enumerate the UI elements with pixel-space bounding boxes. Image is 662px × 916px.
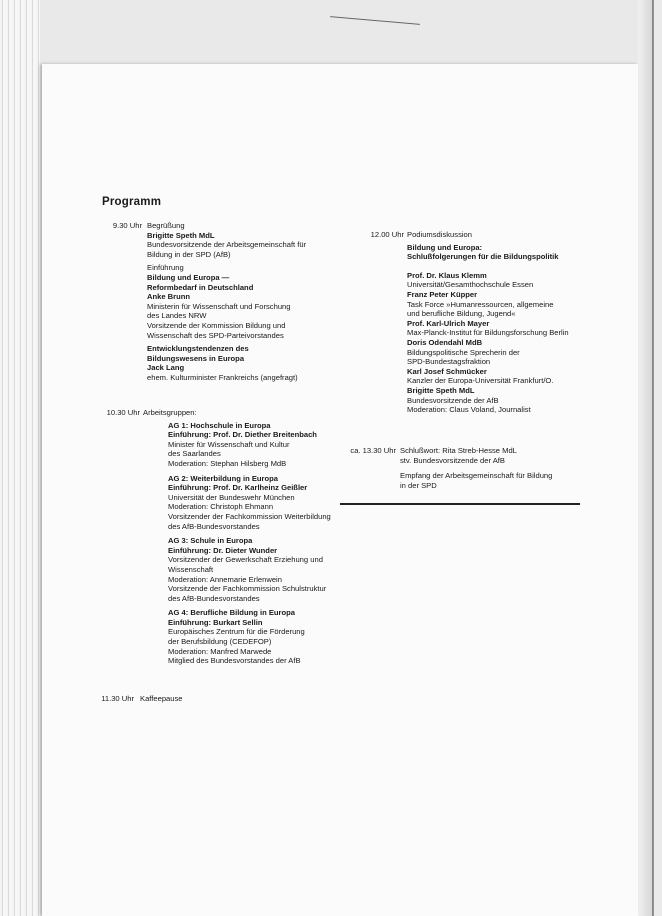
text-line: Wissenschaft [168, 564, 214, 574]
page-title: Programm [102, 196, 162, 208]
topic-title: Reformbedarf in Deutschland [147, 282, 254, 292]
workgroup-ag3 [168, 536, 331, 603]
text-line: Moderation: Manfred Marwede [168, 646, 272, 656]
closing-divider [340, 503, 580, 505]
workgroup-ag4 [168, 608, 331, 666]
text-line: Europäisches Zentrum für die Förderung [168, 627, 305, 637]
speaker-name: Prof. Karl-Ulrich Mayer [407, 318, 490, 328]
workgroup-ag1 [168, 421, 331, 469]
text-line: SPD-Bundestagsfraktion [407, 357, 491, 367]
block-opening [147, 221, 306, 383]
text-line: Max-Planck-Institut für Bildungsforschung Berlin [407, 328, 569, 338]
speaker-name: Franz Peter Küpper [407, 289, 478, 299]
text-line: Wissenschaft des SPD-Parteivorstandes [147, 330, 284, 340]
text-line: Bundesvorsitzende der Arbeitsgemeinschaft für [147, 240, 307, 250]
text-line: Einführung: Prof. Dr. Karlheinz Geißler [168, 483, 308, 493]
speaker-name: Brigitte Speth MdL [407, 385, 475, 395]
topic-title: Schlußfolgerungen für die Bildungspolitik [407, 252, 559, 262]
text-line: Vorsitzender der Gewerkschaft Erziehung und [168, 555, 323, 565]
topic-title: Bildungswesens in Europa [147, 353, 245, 363]
text-line: Bildungspolitische Sprecherin der [407, 347, 520, 357]
speaker-name: Karl Josef Schmücker [407, 366, 487, 376]
text-line: und berufliche Bildung, Jugend« [407, 309, 516, 319]
left-column-workgroups [96, 408, 331, 666]
speaker-name: Brigitte Speth MdL [147, 230, 215, 240]
text-line: Universität der Bundeswehr München [168, 492, 295, 502]
speaker-name: Anke Brunn [147, 292, 191, 302]
text-line: Vorsitzende der Fachkommission Schulstruktur [168, 584, 327, 594]
text-line: Moderation: Claus Voland, Journalist [407, 405, 531, 415]
text-line: Vorsitzende der Kommission Bildung und [147, 320, 286, 330]
text-line: der Berufsbildung (CEDEFOP) [168, 637, 272, 647]
topic-title: Entwicklungstendenzen des [147, 344, 249, 354]
speaker-name: Doris Odendahl MdB [407, 337, 483, 347]
text-line: Ministerin für Wissenschaft und Forschung [147, 301, 291, 311]
speaker-name: Prof. Dr. Klaus Klemm [407, 270, 487, 280]
right-column-closing [340, 446, 552, 490]
text-line: Minister für Wissenschaft und Kultur [168, 439, 290, 449]
text-line: Kaffeepause [140, 694, 183, 703]
text-line: Einführung [147, 263, 184, 273]
text-line: Universität/Gesamthochschule Essen [407, 280, 534, 290]
text-line: Kanzler der Europa-Universität Frankfurt/O. [407, 376, 554, 386]
topic-title: Bildung und Europa — [147, 272, 230, 282]
section-heading: Arbeitsgruppen: [143, 408, 197, 417]
scan-mark [330, 16, 420, 25]
text-line: Einführung: Prof. Dr. Diether Breitenbach [168, 430, 317, 440]
time-1330: ca. 13.30 Uhr [350, 446, 396, 455]
left-column [102, 221, 306, 383]
workgroup-title: AG 3: Schule in Europa [168, 536, 253, 546]
text-line: stv. Bundesvorsitzende der AfB [400, 455, 505, 465]
text-line: Bundesvorsitzende der AfB [407, 395, 499, 405]
scan-edge-right [638, 0, 662, 916]
text-line: Moderation: Stephan Hilsberg MdB [168, 458, 287, 468]
text-line: des Landes NRW [147, 311, 207, 321]
text-line: Moderation: Annemarie Erlenwein [168, 574, 282, 584]
text-line: des Saarlandes [168, 449, 221, 459]
text-line: Empfang der Arbeitsgemeinschaft für Bildung [400, 471, 553, 481]
left-column-break [90, 694, 183, 704]
speaker-name: Jack Lang [147, 363, 185, 373]
text-line: Moderation: Christoph Ehmann [168, 502, 274, 512]
time-1030: 10.30 Uhr [106, 408, 140, 417]
panel-discussion [407, 243, 569, 415]
topic-title: Bildung und Europa: [407, 242, 483, 252]
text-line: Einführung: Burkart Sellin [168, 617, 263, 627]
text-line: Task Force »Humanressourcen, allgemeine [407, 299, 554, 309]
text-line: Begrüßung [147, 221, 185, 230]
text-line: des AfB-Bundesvorstandes [168, 593, 260, 603]
text-line: ehem. Kulturminister Frankreichs (angefragt) [147, 372, 298, 382]
text-line: Vorsitzender der Fachkommission Weiterbildung [168, 511, 331, 521]
text-line: Schlußwort: Rita Streb-Hesse MdL [400, 446, 517, 455]
right-column [360, 230, 569, 415]
workgroup-title: AG 4: Berufliche Bildung in Europa [168, 608, 295, 618]
time-1200: 12.00 Uhr [370, 230, 404, 239]
closing-block [400, 446, 552, 490]
time-1130: 11.30 Uhr [101, 694, 134, 703]
time-0930: 9.30 Uhr [112, 221, 142, 230]
text-line: in der SPD [400, 480, 437, 490]
text-line: Mitglied des Bundesvorstandes der AfB [168, 656, 301, 666]
text-line: des AfB-Bundesvorstandes [168, 521, 260, 531]
section-heading: Podiumsdiskussion [407, 230, 472, 239]
workgroup-title: AG 2: Weiterbildung in Europa [168, 473, 278, 483]
text-line: Bildung in der SPD (AfB) [147, 249, 231, 259]
workgroup-title: AG 1: Hochschule in Europa [168, 420, 271, 430]
workgroup-ag2 [168, 474, 331, 532]
scan-edge-left [0, 0, 40, 916]
text-line: Einführung: Dr. Dieter Wunder [168, 545, 278, 555]
